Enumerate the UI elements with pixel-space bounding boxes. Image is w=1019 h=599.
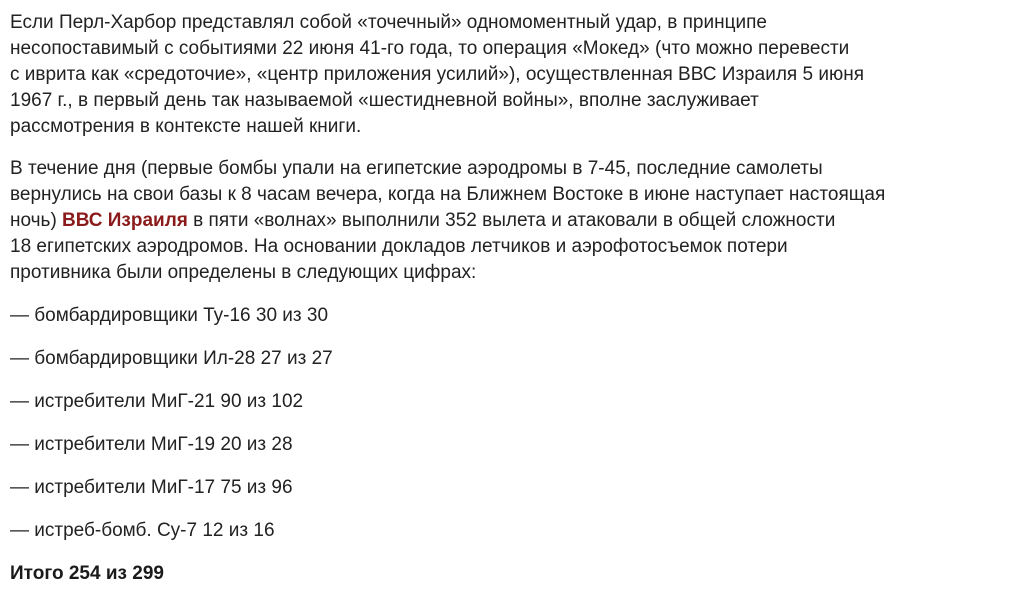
- paragraph-details-line: 18 египетских аэродромов. На основании докладов летчиков и аэрофотосъемок потери: [10, 236, 788, 257]
- list-item-tu16: — бомбардировщики Ту-16 30 из 30: [10, 305, 329, 326]
- list-item-su7: — истреб-бомб. Су-7 12 из 16: [10, 520, 275, 541]
- list-item-il28: — бомбардировщики Ил-28 27 из 27: [10, 348, 333, 369]
- list-item-mig17: — истребители МиГ-17 75 из 96: [10, 477, 293, 498]
- losses-list: [10, 303, 1010, 544]
- paragraph-details: [10, 156, 1010, 286]
- list-item-mig21: — истребители МиГ-21 90 из 102: [10, 391, 304, 412]
- paragraph-intro: [10, 10, 1010, 140]
- paragraph-intro-line: 1967 г., в первый день так называемой «шестидневной войны», вполне заслуживает: [10, 90, 759, 111]
- paragraph-details-line: вернулись на свои базы к 8 часам вечера, когда на Ближнем Востоке в июне наступает настоящая: [10, 184, 886, 205]
- losses-total: Итого 254 из 299: [10, 563, 164, 584]
- list-item-mig19: — истребители МиГ-19 20 из 28: [10, 434, 293, 455]
- israel-air-force-link[interactable]: ВВС Израиля: [62, 210, 188, 231]
- paragraph-intro-line: рассмотрения в контексте нашей книги.: [10, 116, 362, 137]
- paragraph-details-line: В течение дня (первые бомбы упали на египетские аэродромы в 7-45, последние самолеты: [10, 158, 823, 179]
- article-body: [10, 10, 1010, 587]
- paragraph-details-line: ночь): [10, 210, 63, 231]
- paragraph-intro-line: с иврита как «средоточие», «центр приложения усилий»), осуществленная ВВС Израиля 5 июня: [10, 64, 864, 85]
- paragraph-intro-line: Если Перл-Харбор представлял собой «точечный» одномоментный удар, в принципе: [10, 12, 767, 33]
- paragraph-details-line: в пяти «волнах» выполнили 352 вылета и атаковали в общей сложности: [187, 210, 836, 231]
- paragraph-details-line: противника были определены в следующих цифрах:: [10, 262, 477, 283]
- paragraph-intro-line: несопоставимый с событиями 22 июня 41-го года, то операция «Мокед» (что можно перевести: [10, 38, 850, 59]
